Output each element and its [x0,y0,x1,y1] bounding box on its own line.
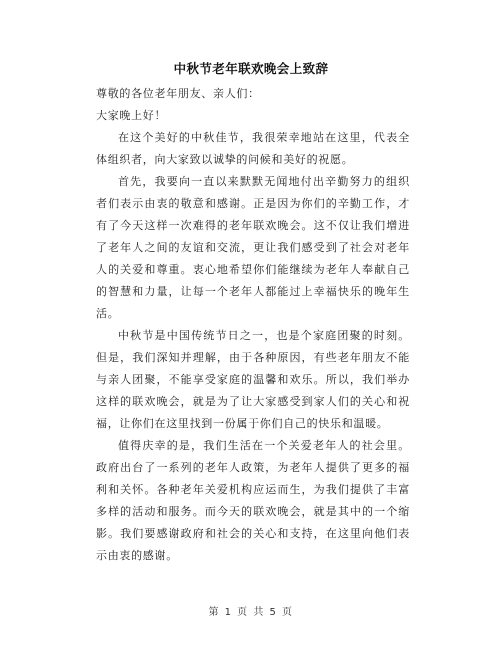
greeting: 大家晚上好！ [96,109,167,122]
paragraph: 在这个美好的中秋佳节，我很荣幸地站在这里，代表全体组织者，向大家致以诚挚的问候和美好的祝愿。 [96,131,410,166]
paragraph: 首先，我要向一直以来默默无闻地付出辛勤努力的组织者们表示由衷的敬意和感谢。正是因为你们的辛勤工作，才有了今天这样一次难得的老年联欢晚会。这不仅让我们增进了老年人之间的友谊和交流，更让我们感受到了社会对老年人的关爱和尊重。衷心地希望你们能继续为老年人奉献自己的智慧和力量，让每一个老年人都能过上幸福快乐的晚年生活。 [96,175,410,320]
paragraph: 中秋节是中国传统节日之一，也是个家庭团聚的时刻。但是，我们深知并理解，由于各种原因，有些老年朋友不能与亲人团聚，不能享受家庭的温馨和欢乐。所以，我们举办这样的联欢晚会，就是为了让大家感受到家人们的关心和祝福，让你们在这里找到一份属于你们自己的快乐和温暖。 [96,329,410,430]
document-title: 中秋节老年联欢晚会上致辞 [173,61,329,76]
paragraph: 值得庆幸的是，我们生活在一个关爱老年人的社会里。政府出台了一系列的老年人政策，为老年人提供了更多的福利和关怀。各种老年关爱机构应运而生，为我们提供了丰富多样的活动和服务。而今天的联欢晚会，就是其中的一个缩影。我们要感谢政府和社会的关心和支持，在这里向他们表示由衷的感谢。 [96,439,410,562]
document-body [96,83,410,567]
salutation: 尊敬的各位老年朋友、亲人们： [96,87,260,100]
page-number: 第 1 页 共 5 页 [208,607,294,618]
